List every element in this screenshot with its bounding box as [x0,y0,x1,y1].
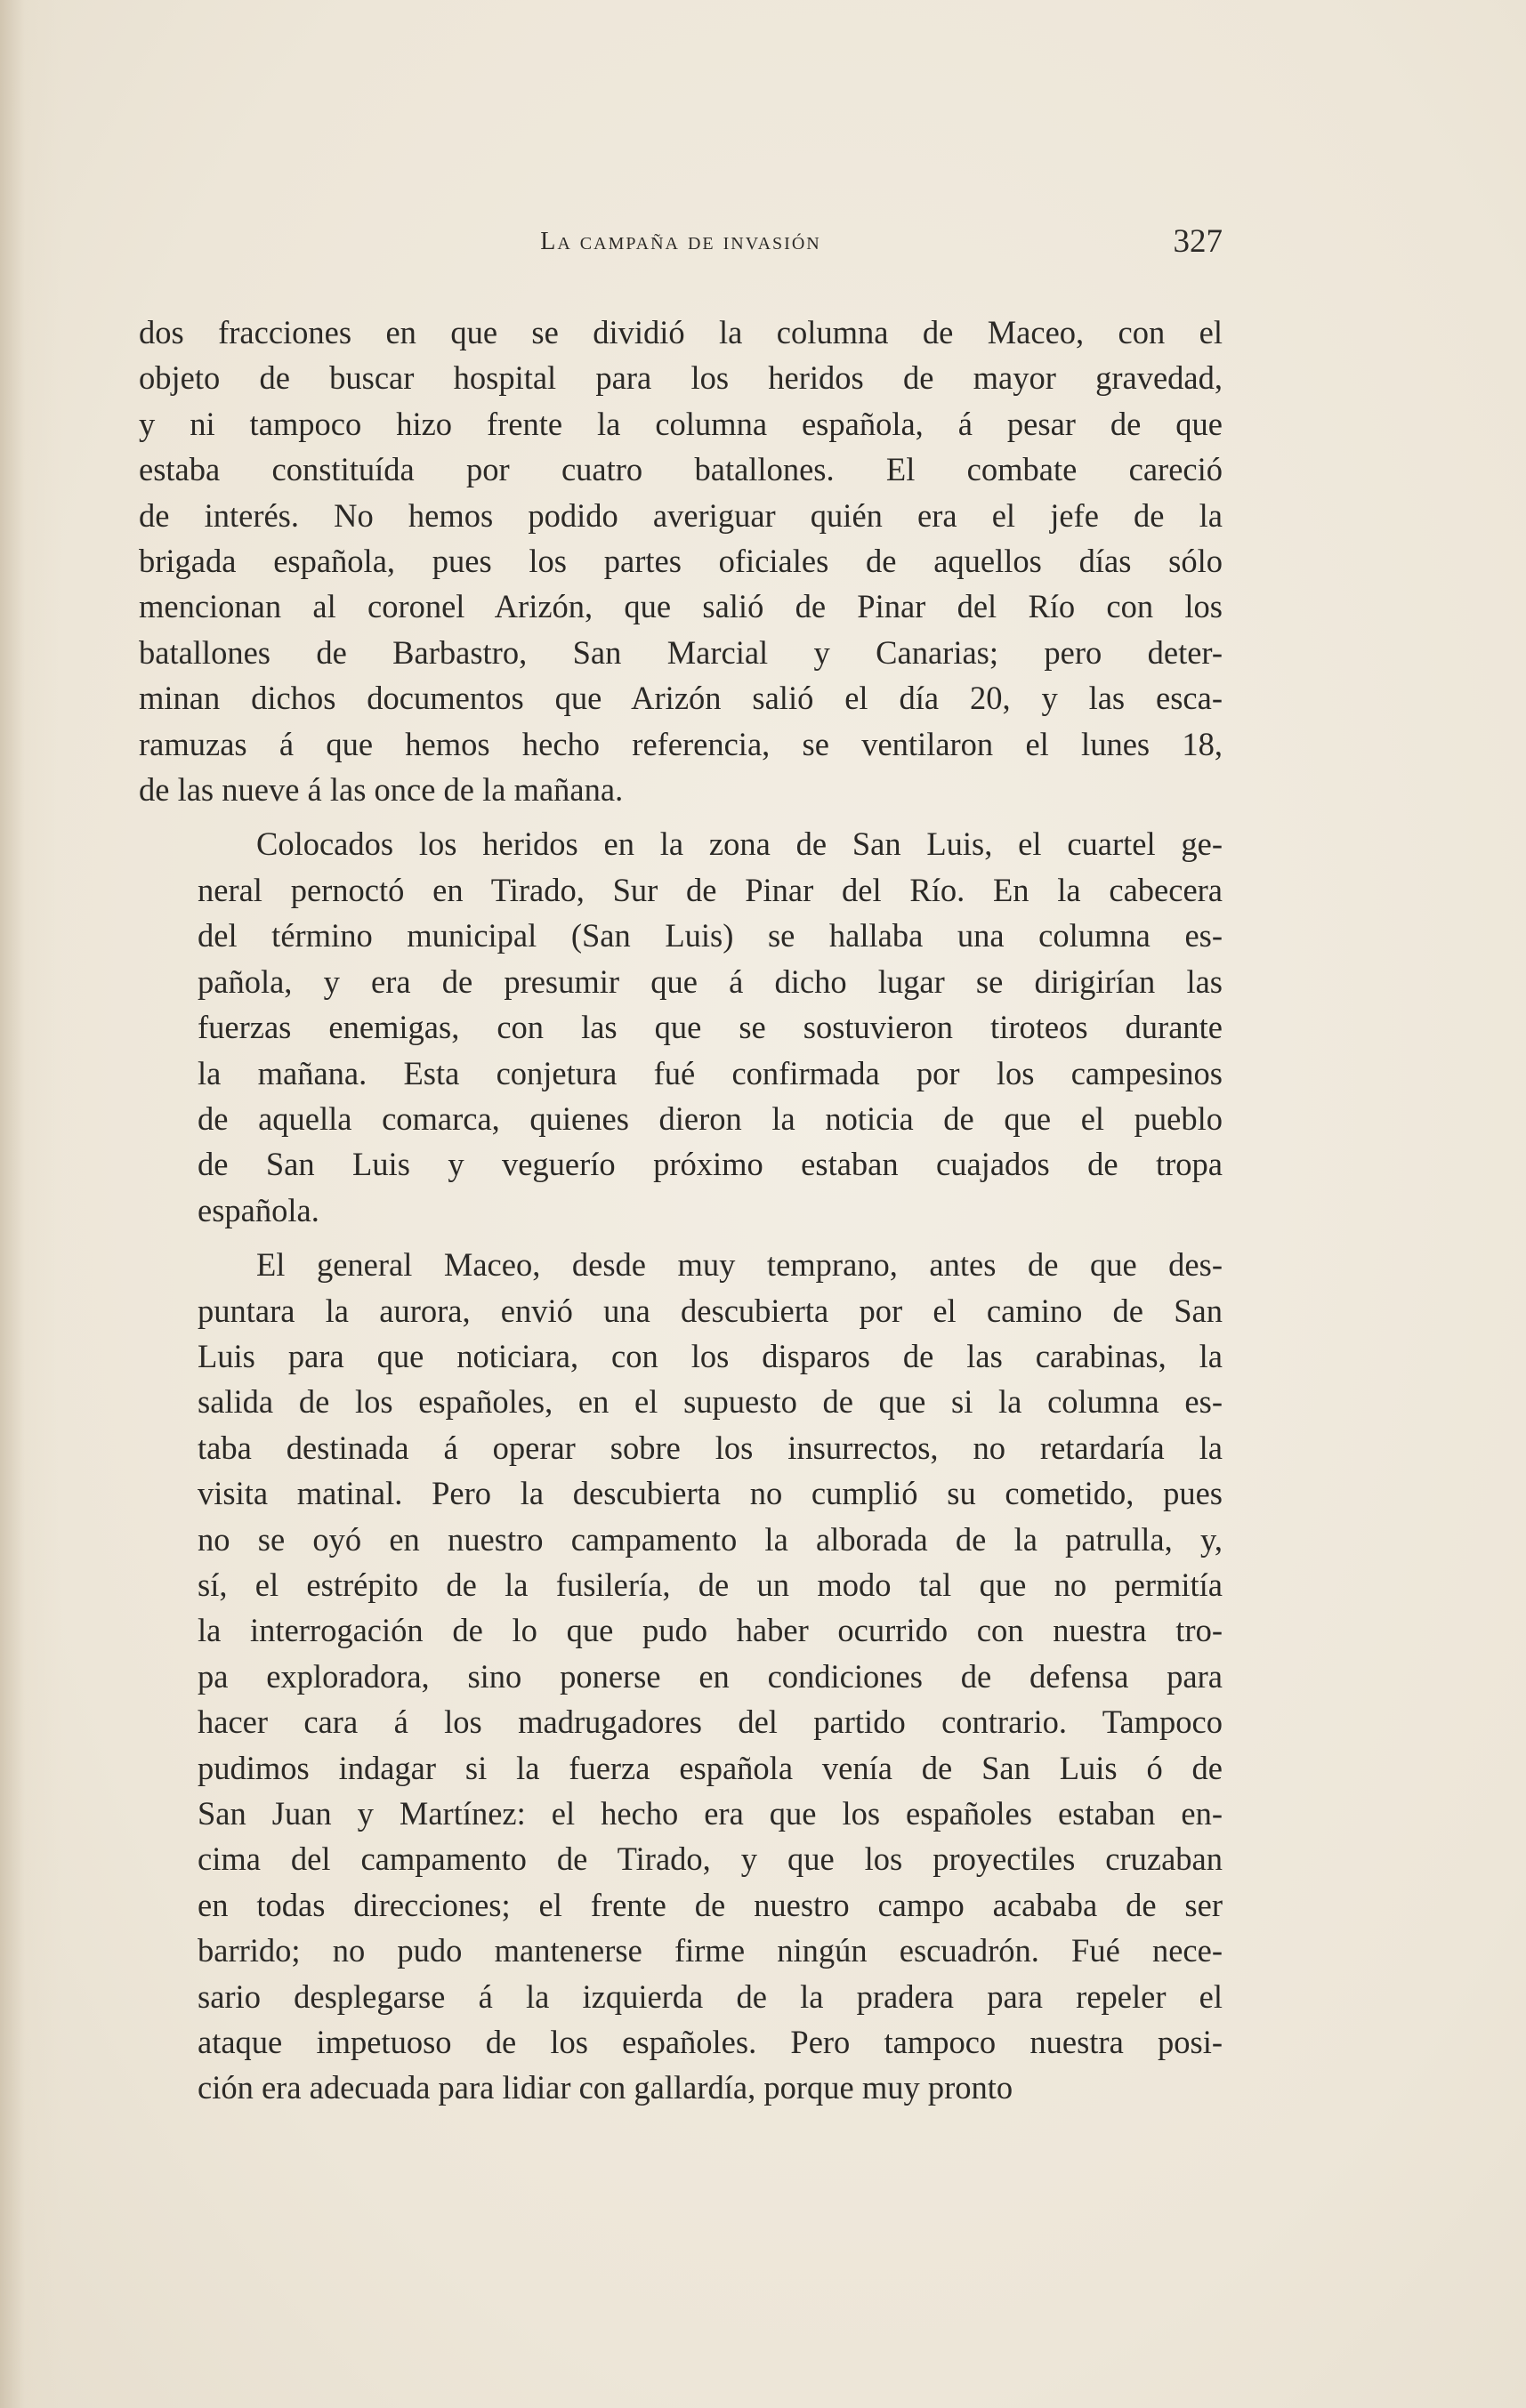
text-line: en todas direcciones; el frente de nuestro campo acababa de ser [198,1886,1223,1923]
text-line: puntara la aurora, envió una descubierta por el camino de San [198,1292,1223,1329]
text-line: salida de los españoles, en el supuesto de que si la columna es- [198,1383,1223,1421]
text-line: ataque impetuoso de los españoles. Pero tampoco nuestra posi- [198,2024,1223,2061]
running-head [139,222,1223,258]
text-line: objeto de buscar hospital para los heridos de mayor gravedad, [139,359,1223,397]
paragraph [139,1242,1223,2111]
text-line: de aquella comarca, quienes dieron la noticia de que el pueblo [198,1099,1223,1137]
page-number: 327 [1173,223,1223,260]
text-line: española. [198,1191,319,1228]
text-line: dos fracciones en que se dividió la columna de Maceo, con el [139,314,1223,350]
text-line: sí, el estrépito de la fusilería, de un modo tal que no permitía [198,1566,1223,1603]
text-line: El general Maceo, desde muy temprano, antes de que des- [256,1246,1223,1284]
text-line: estaba constituída por cuatro batallones. El combate careció [139,451,1223,488]
text-line: de las nueve á las once de la mañana. [139,771,624,809]
text-line: ramuzas á que hemos hecho referencia, se ventilaron el lunes 18, [139,725,1223,762]
text-line: pañola, y era de presumir que á dicho lugar se dirigirían las [198,962,1223,1000]
paragraph [139,821,1223,1233]
text-line: del término municipal (San Luis) se hallaba una columna es- [198,917,1223,954]
text-line: la mañana. Esta conjetura fué confirmada por los campesinos [198,1054,1223,1091]
text-line: batallones de Barbastro, San Marcial y Canarias; pero deter- [139,633,1223,671]
text-line: minan dichos documentos que Arizón salió el día 20, y las esca- [139,680,1223,717]
text-line: neral pernoctó en Tirado, Sur de Pinar del Río. En la cabecera [198,871,1223,908]
text-line: visita matinal. Pero la descubierta no cumplió su cometido, pues [198,1475,1223,1512]
text-line: barrido; no pudo mantenerse firme ningún escuadrón. Fué nece- [198,1932,1223,1969]
text-line: la interrogación de lo que pudo haber ocurrido con nuestra tro- [198,1612,1223,1649]
running-title: La campaña de invasión [540,228,821,255]
text-line: cima del campamento de Tirado, y que los proyectiles cruzaban [198,1840,1223,1878]
text-line: de interés. No hemos podido averiguar quién era el jefe de la [139,496,1223,534]
text-line: Luis para que noticiara, con los disparos de las carabinas, la [198,1337,1223,1374]
text-line: brigada española, pues los partes oficiales de aquellos días sólo [139,543,1223,580]
text-line: ción era adecuada para lidiar con gallardía, porque muy pronto [198,2069,1013,2106]
text-line: San Juan y Martínez: el hecho era que los españoles estaban en- [198,1795,1223,1832]
text-line: mencionan al coronel Arizón, que salió de Pinar del Río con los [139,588,1223,625]
text-line: no se oyó en nuestro campamento la alborada de la patrulla, y, [198,1520,1223,1558]
text-line: sario desplegarse á la izquierda de la pradera para repeler el [198,1977,1223,2015]
paragraph [139,310,1223,812]
text-line: Colocados los heridos en la zona de San Luis, el cuartel ge- [256,825,1223,863]
text-line: taba destinada á operar sobre los insurrectos, no retardaría la [198,1429,1223,1466]
body-text [139,310,1223,2111]
text-line: pudimos indagar si la fuerza española venía de San Luis ó de [198,1749,1223,1786]
text-line: de San Luis y veguerío próximo estaban cuajados de tropa [198,1146,1223,1183]
text-line: y ni tampoco hizo frente la columna española, á pesar de que [139,405,1223,442]
text-line: fuerzas enemigas, con las que se sostuvieron tiroteos durante [198,1009,1223,1046]
text-line: hacer cara á los madrugadores del partido contrario. Tampoco [198,1703,1223,1741]
text-line: pa exploradora, sino ponerse en condiciones de defensa para [198,1657,1223,1695]
